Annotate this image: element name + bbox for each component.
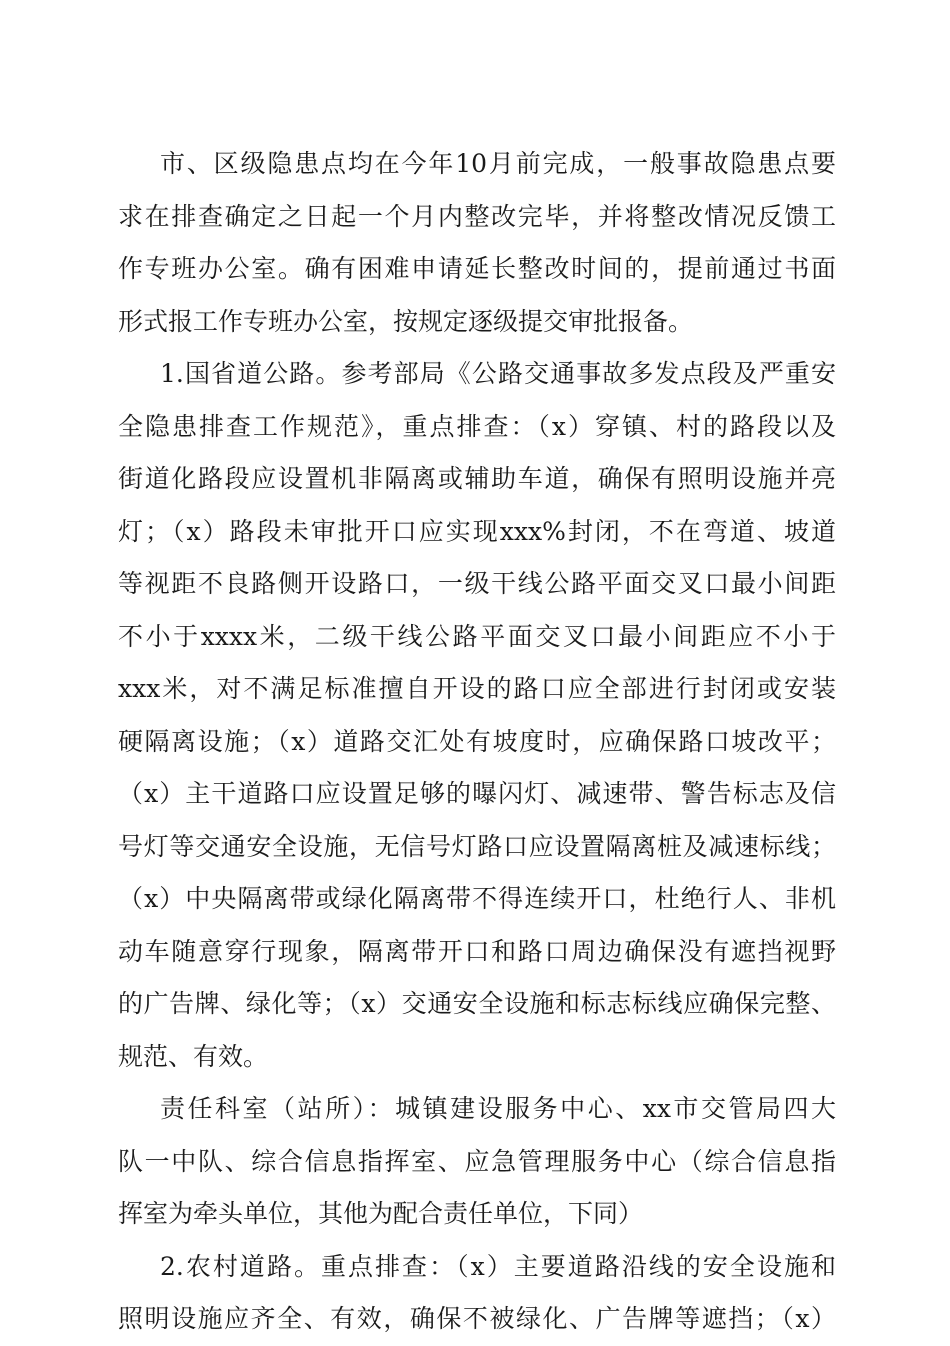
paragraph-2-line-7: xxx米，对不满足标准擅自开设的路口应全部进行封闭或安装 (118, 674, 836, 703)
paragraph-2-line-11: （x）中央隔离带或绿化隔离带不得连续开口，杜绝行人、非机 (118, 884, 836, 913)
paragraph-2-line-1: 1.国省道公路。参考部局《公路交通事故多发点段及严重安 (160, 359, 836, 388)
document-body (118, 138, 836, 1346)
paragraph-2-line-8: 硬隔离设施；（x）道路交汇处有坡度时，应确保路口坡改平； (118, 726, 836, 756)
paragraph-2-line-6: 不小于xxxx米，二级干线公路平面交叉口最小间距应不小于 (118, 621, 836, 651)
paragraph-2-line-2: 全隐患排查工作规范》，重点排查：（x）穿镇、村的路段以及 (118, 411, 836, 441)
paragraph-4-line-1: 2.农村道路。重点排查：（x）主要道路沿线的安全设施和 (160, 1251, 836, 1281)
paragraph-1-line-4: 形式报工作专班办公室，按规定逐级提交审批报备。 (118, 306, 694, 336)
paragraph-4-line-2: 照明设施应齐全、有效，确保不被绿化、广告牌等遮挡；（x） (118, 1304, 836, 1333)
paragraph-2-line-4: 灯；（x）路段未审批开口应实现xxx%封闭，不在弯道、坡道 (118, 516, 836, 546)
paragraph-2-line-14: 规范、有效。 (118, 1041, 269, 1071)
paragraph-3-line-2: 队一中队、综合信息指挥室、应急管理服务中心（综合信息指 (118, 1146, 836, 1176)
paragraph-2-line-3: 街道化路段应设置机非隔离或辅助车道，确保有照明设施并亮 (118, 464, 836, 493)
paragraph-3-line-3: 挥室为牵头单位，其他为配合责任单位，下同） (118, 1199, 644, 1228)
paragraph-2-line-13: 的广告牌、绿化等；（x）交通安全设施和标志标线应确保完整、 (118, 989, 836, 1018)
paragraph-2-line-5: 等视距不良路侧开设路口，一级干线公路平面交叉口最小间距 (118, 569, 836, 598)
paragraph-3-line-1: 责任科室（站所）：城镇建设服务中心、xx市交管局四大 (160, 1094, 836, 1123)
paragraph-2-line-10: 号灯等交通安全设施，无信号灯路口应设置隔离桩及减速标线； (118, 831, 836, 861)
paragraph-1-line-3: 作专班办公室。确有困难申请延长整改时间的，提前通过书面 (118, 254, 836, 283)
paragraph-1-line-2: 求在排查确定之日起一个月内整改完毕，并将整改情况反馈工 (118, 201, 836, 231)
paragraph-2-line-12: 动车随意穿行现象，隔离带开口和路口周边确保没有遮挡视野 (118, 936, 836, 966)
paragraph-2-line-9: （x）主干道路口应设置足够的曝闪灯、减速带、警告标志及信 (118, 779, 836, 808)
paragraph-1-line-1: 市、区级隐患点均在今年10月前完成，一般事故隐患点要 (160, 149, 836, 178)
